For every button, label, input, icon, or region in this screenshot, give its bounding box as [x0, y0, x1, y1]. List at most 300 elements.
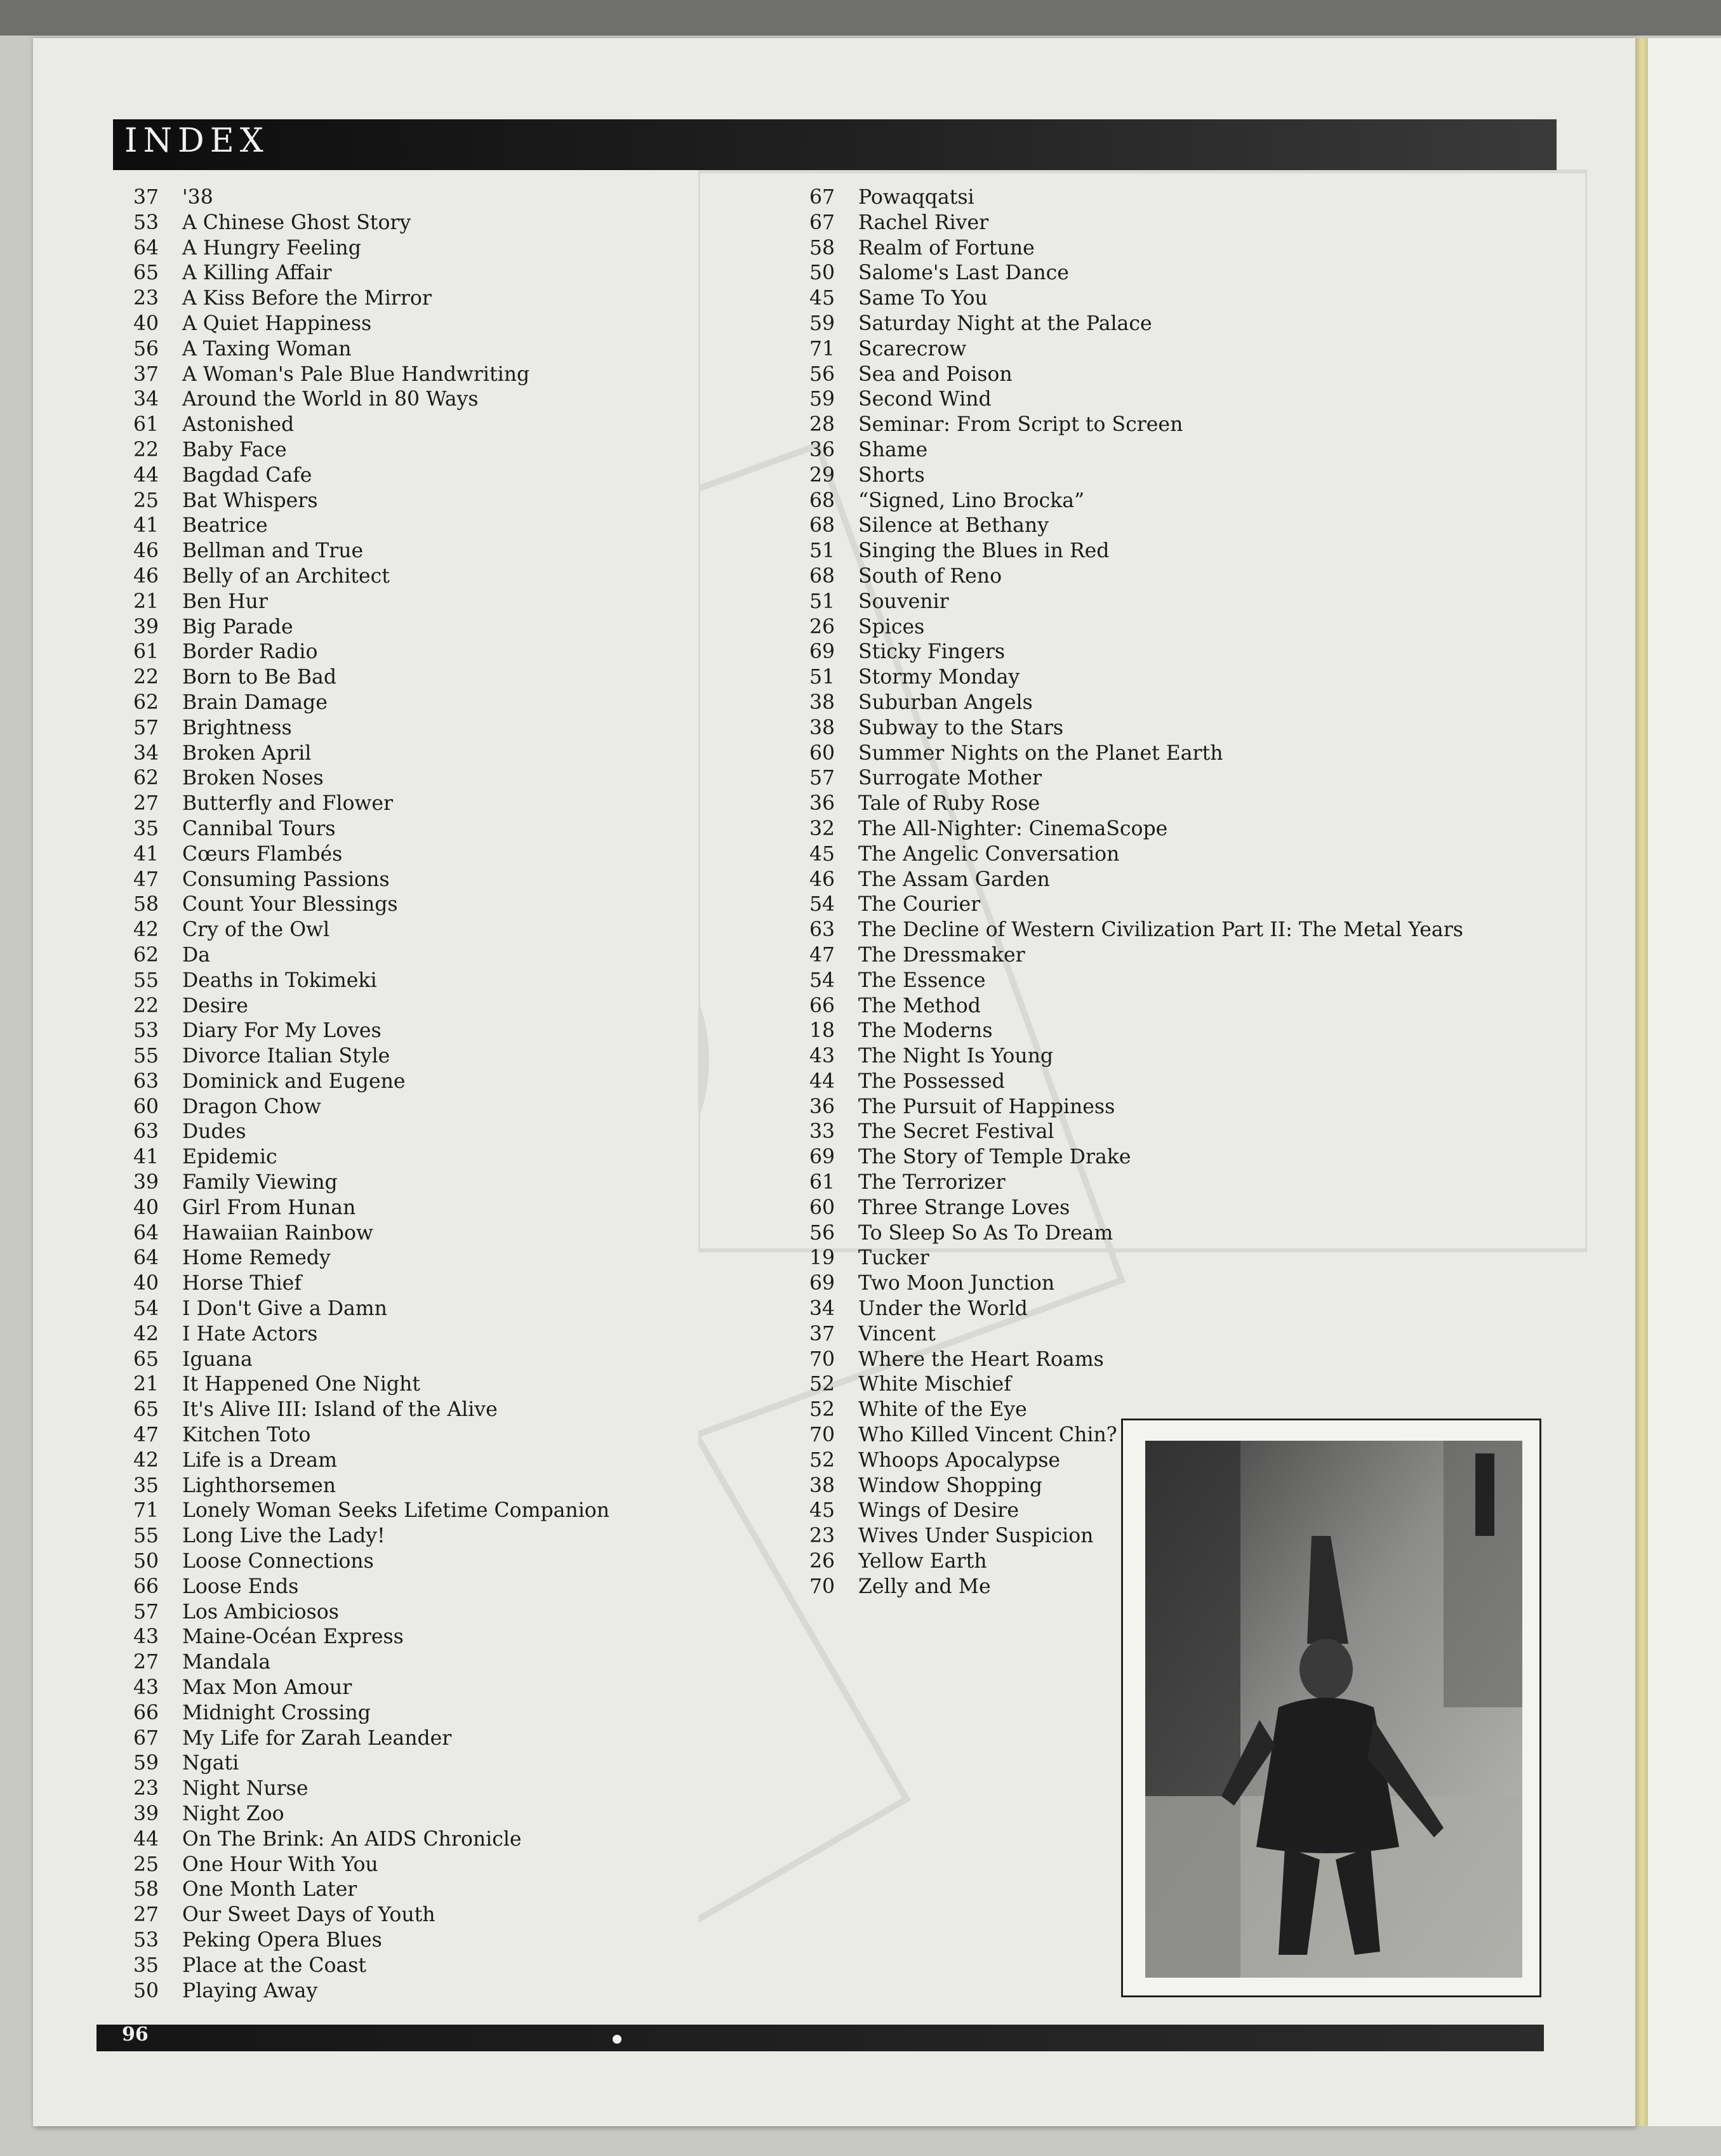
index-entry: [809, 312, 1463, 337]
page-title: INDEX: [124, 122, 269, 160]
index-film-title: Silence at Bethany: [858, 514, 1049, 538]
index-page-number: 40: [133, 1272, 159, 1295]
index-page-number: 59: [809, 312, 835, 335]
index-page-number: 52: [809, 1373, 835, 1396]
header-bar: [113, 119, 1557, 170]
index-film-title: Night Zoo: [182, 1802, 284, 1825]
index-film-title: Sea and Poison: [858, 362, 1013, 386]
index-film-title: Dudes: [182, 1120, 246, 1144]
index-film-title: Big Parade: [182, 615, 293, 638]
index-film-title: Tale of Ruby Rose: [858, 792, 1040, 816]
index-entry: [133, 1701, 609, 1726]
index-page-number: 47: [133, 868, 159, 891]
index-film-title: The Method: [858, 994, 981, 1017]
index-entry: [133, 1297, 609, 1322]
index-entry: [133, 1474, 609, 1499]
index-film-title: Long Live the Lady!: [182, 1524, 385, 1548]
index-page-number: 18: [809, 1019, 835, 1043]
index-entry: [133, 1044, 609, 1069]
index-page-number: 22: [133, 666, 159, 689]
index-film-title: Under the World: [858, 1297, 1028, 1321]
index-page-number: 59: [133, 1752, 159, 1775]
index-film-title: It's Alive III: Island of the Alive: [182, 1398, 498, 1422]
index-film-title: Yellow Earth: [858, 1550, 987, 1573]
index-film-title: Consuming Passions: [182, 868, 390, 891]
index-page-number: 61: [809, 1171, 835, 1194]
index-entry: [133, 1019, 609, 1044]
index-page-number: 53: [133, 1019, 159, 1043]
index-film-title: Maine-Océan Express: [182, 1625, 404, 1649]
index-page-number: 50: [809, 261, 835, 285]
scan-top-shadow: [0, 0, 1721, 36]
index-film-title: It Happened One Night: [182, 1373, 420, 1396]
index-page-number: 71: [133, 1499, 159, 1523]
index-film-title: The Dressmaker: [858, 943, 1025, 967]
index-entry: [809, 691, 1463, 716]
index-film-title: Girl From Hunan: [182, 1196, 356, 1219]
index-film-title: Max Mon Amour: [182, 1676, 352, 1700]
index-page-number: 19: [809, 1247, 835, 1270]
index-page-number: 45: [809, 1499, 835, 1523]
index-film-title: Who Killed Vincent Chin?: [858, 1424, 1117, 1447]
index-page-number: 60: [133, 1095, 159, 1118]
index-page-number: 65: [133, 261, 159, 285]
index-page-number: 44: [809, 1069, 835, 1093]
index-page-number: 47: [809, 943, 835, 967]
index-entry: [809, 387, 1463, 413]
index-page-number: 26: [809, 615, 835, 638]
index-entry: [809, 892, 1463, 918]
index-film-title: Epidemic: [182, 1146, 277, 1169]
index-entry: [133, 236, 609, 261]
index-entry: [133, 1095, 609, 1120]
index-entry: [809, 1271, 1463, 1297]
index-entry: [133, 1903, 609, 1928]
binding-gutter: [1635, 38, 1648, 2126]
index-page-number: 41: [133, 842, 159, 866]
index-film-title: Salome's Last Dance: [858, 261, 1069, 285]
index-film-title: Da: [182, 943, 211, 967]
index-page-number: 67: [133, 1726, 159, 1750]
index-entry: [133, 1524, 609, 1549]
index-film-title: Whoops Apocalypse: [858, 1448, 1061, 1472]
index-page-number: 27: [133, 1651, 159, 1674]
index-film-title: Wings of Desire: [858, 1499, 1019, 1523]
index-film-title: Two Moon Junction: [858, 1272, 1055, 1295]
index-film-title: The Essence: [858, 969, 986, 992]
index-page-number: 43: [133, 1676, 159, 1700]
index-film-title: A Quiet Happiness: [182, 312, 372, 335]
index-entry: [809, 741, 1463, 767]
index-film-title: Broken Noses: [182, 767, 324, 790]
index-page-number: 71: [809, 337, 835, 360]
index-film-title: A Kiss Before the Mirror: [182, 287, 432, 310]
index-film-title: Los Ambiciosos: [182, 1600, 339, 1624]
index-entry: [809, 1069, 1463, 1095]
index-film-title: White Mischief: [858, 1373, 1011, 1396]
index-film-title: Iguana: [182, 1347, 253, 1371]
index-entry: [133, 1676, 609, 1701]
index-page-number: 62: [133, 943, 159, 967]
index-film-title: Kitchen Toto: [182, 1424, 311, 1447]
index-page-number: 61: [133, 640, 159, 664]
index-page-number: 70: [809, 1575, 835, 1598]
index-entry: [809, 286, 1463, 312]
index-entry: [809, 489, 1463, 514]
index-page-number: 70: [809, 1424, 835, 1447]
index-page-number: 64: [133, 1247, 159, 1270]
index-page-number: 64: [133, 236, 159, 260]
index-page-number: 41: [133, 514, 159, 538]
index-film-title: A Hungry Feeling: [182, 236, 361, 260]
index-film-title: Lighthorsemen: [182, 1474, 336, 1497]
index-film-title: One Month Later: [182, 1878, 357, 1901]
index-page-number: 68: [809, 564, 835, 588]
index-entry: [133, 1069, 609, 1095]
index-film-title: Dragon Chow: [182, 1095, 321, 1118]
index-entry: [133, 716, 609, 741]
index-page-number: 45: [809, 842, 835, 866]
index-page-number: 35: [133, 1954, 159, 1977]
index-film-title: Suburban Angels: [858, 691, 1033, 714]
index-page-number: 65: [133, 1398, 159, 1422]
index-film-title: Belly of an Architect: [182, 564, 390, 588]
index-page-number: 54: [133, 1297, 159, 1321]
index-entry: [133, 1827, 609, 1853]
index-entry: [133, 337, 609, 362]
index-entry: [809, 463, 1463, 489]
index-entry: [133, 1246, 609, 1271]
index-entry: [133, 185, 609, 211]
index-column-left: [133, 185, 609, 2004]
index-page-number: 55: [133, 1045, 159, 1068]
index-film-title: Second Wind: [858, 388, 992, 411]
index-page-number: 56: [133, 337, 159, 360]
index-page-number: 39: [133, 1802, 159, 1825]
index-film-title: Our Sweet Days of Youth: [182, 1903, 435, 1927]
index-entry: [809, 1019, 1463, 1044]
index-page-number: 29: [809, 463, 835, 487]
index-page-number: 65: [133, 1347, 159, 1371]
index-entry: [133, 1650, 609, 1676]
index-page-number: 68: [809, 489, 835, 512]
index-entry: [809, 337, 1463, 362]
index-film-title: Mandala: [182, 1651, 271, 1674]
page-number: 96: [122, 2023, 149, 2046]
index-page-number: 41: [133, 1146, 159, 1169]
index-page-number: 67: [809, 211, 835, 234]
index-entry: [809, 539, 1463, 564]
index-entry: [809, 564, 1463, 590]
index-film-title: Desire: [182, 994, 248, 1017]
index-page-number: 55: [133, 969, 159, 992]
index-page-number: 23: [133, 1777, 159, 1801]
index-entry: [133, 842, 609, 868]
index-page-number: 43: [133, 1625, 159, 1649]
index-film-title: Surrogate Mother: [858, 767, 1042, 790]
index-film-title: Scarecrow: [858, 337, 967, 360]
index-page-number: 56: [809, 1221, 835, 1245]
index-film-title: Divorce Italian Style: [182, 1045, 390, 1068]
index-entry: [133, 615, 609, 640]
index-film-title: A Killing Affair: [182, 261, 332, 285]
index-entry: [809, 1372, 1463, 1398]
index-film-title: Bellman and True: [182, 539, 364, 563]
index-entry: [809, 842, 1463, 868]
index-entry: [133, 1928, 609, 1954]
index-page-number: 44: [133, 463, 159, 487]
index-film-title: Shorts: [858, 463, 925, 487]
index-entry: [133, 892, 609, 918]
index-page-number: 27: [133, 792, 159, 816]
index-film-title: Wives Under Suspicion: [858, 1524, 1094, 1548]
index-film-title: A Woman's Pale Blue Handwriting: [182, 362, 530, 386]
index-page-number: 53: [133, 1928, 159, 1952]
index-page-number: 23: [809, 1524, 835, 1548]
index-entry: [809, 236, 1463, 261]
facing-page-edge: [1648, 38, 1721, 2126]
index-film-title: White of the Eye: [858, 1398, 1027, 1422]
index-page-number: 39: [133, 1171, 159, 1194]
index-film-title: The Assam Garden: [858, 868, 1050, 891]
index-entry: [133, 286, 609, 312]
index-page-number: 58: [133, 893, 159, 916]
index-film-title: Three Strange Loves: [858, 1196, 1070, 1219]
index-film-title: Lonely Woman Seeks Lifetime Companion: [182, 1499, 610, 1523]
index-page-number: 38: [809, 716, 835, 739]
index-film-title: Count Your Blessings: [182, 893, 398, 916]
index-film-title: Singing the Blues in Red: [858, 539, 1110, 563]
index-film-title: Summer Nights on the Planet Earth: [858, 741, 1223, 765]
index-entry: [809, 1347, 1463, 1373]
index-entry: [133, 1271, 609, 1297]
index-page-number: 38: [809, 691, 835, 714]
index-film-title: Baby Face: [182, 438, 287, 461]
index-film-title: The Pursuit of Happiness: [858, 1095, 1115, 1118]
index-entry: [133, 918, 609, 943]
index-film-title: Loose Ends: [182, 1575, 299, 1598]
index-film-title: Home Remedy: [182, 1247, 331, 1270]
index-entry: [133, 513, 609, 539]
index-page-number: 34: [809, 1297, 835, 1321]
index-entry: [809, 1044, 1463, 1069]
index-page-number: 46: [133, 564, 159, 588]
index-entry: [133, 1170, 609, 1196]
index-entry: [809, 969, 1463, 994]
index-entry: [133, 1600, 609, 1625]
index-page-number: 54: [809, 969, 835, 992]
index-film-title: Butterfly and Flower: [182, 792, 394, 816]
index-film-title: Diary For My Loves: [182, 1019, 382, 1043]
index-page-number: 37: [133, 362, 159, 386]
index-entry: [133, 387, 609, 413]
index-film-title: A Taxing Woman: [182, 337, 352, 360]
index-entry: [809, 817, 1463, 842]
index-entry: [809, 362, 1463, 388]
index-entry: [133, 994, 609, 1019]
index-film-title: Around the World in 80 Ways: [182, 388, 479, 411]
index-page-number: 35: [133, 817, 159, 840]
index-entry: [809, 185, 1463, 211]
index-film-title: Cannibal Tours: [182, 817, 336, 840]
index-entry: [809, 1221, 1463, 1247]
index-entry: [809, 665, 1463, 691]
index-page-number: 34: [133, 741, 159, 765]
index-page-number: 26: [809, 1550, 835, 1573]
index-film-title: Zelly and Me: [858, 1575, 991, 1598]
index-film-title: Souvenir: [858, 590, 949, 613]
index-entry: [133, 1575, 609, 1600]
index-film-title: Cœurs Flambés: [182, 842, 343, 866]
index-film-title: Same To You: [858, 287, 988, 310]
index-page-number: 62: [133, 691, 159, 714]
index-film-title: Life is a Dream: [182, 1448, 337, 1472]
index-film-title: Born to Be Bad: [182, 666, 337, 689]
index-page-number: 63: [133, 1120, 159, 1144]
index-film-title: The Decline of Western Civilization Part II: The Metal Years: [858, 918, 1463, 942]
index-film-title: Stormy Monday: [858, 666, 1020, 689]
index-film-title: The Secret Festival: [858, 1120, 1054, 1144]
index-entry: [133, 1372, 609, 1398]
index-entry: [809, 1120, 1463, 1145]
index-entry: [809, 438, 1463, 463]
index-page-number: 25: [133, 1853, 159, 1876]
index-entry: [133, 969, 609, 994]
index-page-number: 53: [133, 211, 159, 234]
index-page-number: 44: [133, 1827, 159, 1851]
index-entry: [809, 1145, 1463, 1170]
index-page-number: 46: [809, 868, 835, 891]
index-film-title: Seminar: From Script to Screen: [858, 413, 1183, 437]
index-page-number: 60: [809, 741, 835, 765]
index-page-number: 69: [809, 1146, 835, 1169]
index-film-title: Powaqqatsi: [858, 186, 974, 209]
index-film-title: The Courier: [858, 893, 981, 916]
index-film-title: Loose Connections: [182, 1550, 374, 1573]
index-entry: [133, 791, 609, 817]
index-film-title: Shame: [858, 438, 928, 461]
index-page-number: 64: [133, 1221, 159, 1245]
index-page-number: 37: [133, 186, 159, 209]
index-page-number: 22: [133, 994, 159, 1017]
index-film-title: Tucker: [858, 1247, 929, 1270]
index-page-number: 42: [133, 918, 159, 942]
index-entry: [133, 665, 609, 691]
index-film-title: The Angelic Conversation: [858, 842, 1120, 866]
index-page-number: 27: [133, 1903, 159, 1927]
index-entry: [809, 791, 1463, 817]
index-film-title: Vincent: [858, 1322, 936, 1346]
index-entry: [133, 1221, 609, 1247]
index-entry: [133, 691, 609, 716]
index-entry: [133, 539, 609, 564]
index-page-number: 55: [133, 1524, 159, 1548]
index-page-number: 62: [133, 767, 159, 790]
index-entry: [133, 943, 609, 969]
index-entry: [809, 615, 1463, 640]
index-entry: [809, 918, 1463, 943]
index-entry: [133, 1625, 609, 1650]
index-page-number: 23: [133, 287, 159, 310]
index-page-number: 57: [133, 1600, 159, 1624]
index-entry: [133, 590, 609, 615]
index-film-title: I Hate Actors: [182, 1322, 318, 1346]
index-film-title: A Chinese Ghost Story: [182, 211, 411, 234]
index-film-title: Night Nurse: [182, 1777, 309, 1801]
index-page-number: 47: [133, 1424, 159, 1447]
index-entry: [133, 438, 609, 463]
index-film-title: Window Shopping: [858, 1474, 1042, 1497]
footer-dot: [613, 2035, 621, 2044]
index-entry: [133, 1853, 609, 1878]
index-page-number: 68: [809, 514, 835, 538]
index-page-number: 51: [809, 666, 835, 689]
index-film-title: Brain Damage: [182, 691, 328, 714]
index-page-number: 54: [809, 893, 835, 916]
index-page-number: 52: [809, 1398, 835, 1422]
index-film-title: Dominick and Eugene: [182, 1069, 406, 1093]
index-entry: [133, 564, 609, 590]
index-film-title: The Story of Temple Drake: [858, 1146, 1131, 1169]
index-entry: [133, 312, 609, 337]
index-entry: [133, 1145, 609, 1170]
index-page-number: 28: [809, 413, 835, 437]
index-page-number: 57: [133, 716, 159, 739]
index-page-number: 38: [809, 1474, 835, 1497]
index-film-title: Sticky Fingers: [858, 640, 1006, 664]
index-film-title: Spices: [858, 615, 925, 638]
index-film-title: I Don't Give a Damn: [182, 1297, 387, 1321]
index-entry: [133, 261, 609, 286]
index-entry: [133, 1776, 609, 1802]
index-column-right: [809, 185, 1463, 1600]
index-entry: [133, 1979, 609, 2004]
index-film-title: Bagdad Cafe: [182, 463, 312, 487]
index-film-title: Midnight Crossing: [182, 1701, 371, 1724]
index-entry: [133, 413, 609, 438]
index-page-number: 66: [809, 994, 835, 1017]
index-page-number: 43: [809, 1045, 835, 1068]
index-page-number: 58: [809, 236, 835, 260]
index-film-title: Peking Opera Blues: [182, 1928, 382, 1952]
index-film-title: Rachel River: [858, 211, 989, 234]
index-film-title: To Sleep So As To Dream: [858, 1221, 1113, 1245]
index-entry: [809, 413, 1463, 438]
index-page-number: 67: [809, 186, 835, 209]
index-film-title: My Life for Zarah Leander: [182, 1726, 452, 1750]
index-film-title: Playing Away: [182, 1979, 318, 2002]
index-entry: [133, 1877, 609, 1903]
index-film-title: Astonished: [182, 413, 295, 437]
index-entry: [133, 1347, 609, 1373]
index-film-title: '38: [182, 186, 213, 209]
index-entry: [809, 1246, 1463, 1271]
index-page-number: 21: [133, 1373, 159, 1396]
index-film-title: Ben Hur: [182, 590, 268, 613]
index-entry: [809, 513, 1463, 539]
index-page-number: 33: [809, 1120, 835, 1144]
index-page-number: 57: [809, 767, 835, 790]
index-film-title: The Moderns: [858, 1019, 993, 1043]
index-page-number: 63: [133, 1069, 159, 1093]
index-film-title: South of Reno: [858, 564, 1002, 588]
index-entry: [809, 1170, 1463, 1196]
index-entry: [133, 1120, 609, 1145]
index-film-title: Border Radio: [182, 640, 318, 664]
index-page-number: 66: [133, 1575, 159, 1598]
index-page-number: 39: [133, 615, 159, 638]
index-page-number: 56: [809, 362, 835, 386]
